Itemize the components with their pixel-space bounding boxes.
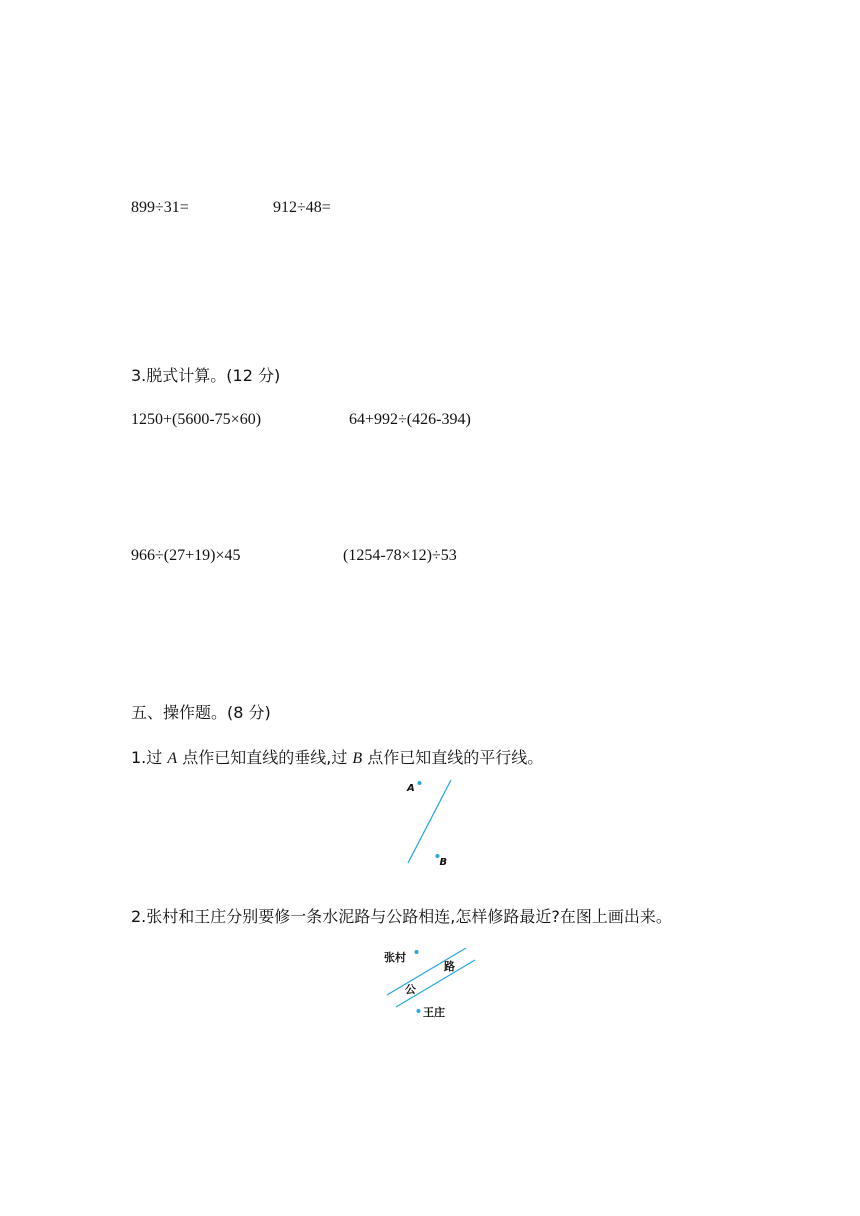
- label-wangzhuang: 王庄: [423, 1006, 445, 1019]
- operation-q2-text: 2.张村和王庄分别要修一条水泥路与公路相连,怎样修路最近?在图上画出来。: [131, 907, 672, 926]
- step-calc-title: 3.脱式计算。(12 分): [131, 366, 281, 385]
- q1-point-a-label: A: [167, 750, 178, 767]
- q1-text-part2: 点作已知直线的垂线,过: [177, 748, 353, 767]
- step-calc-item-4: (1254-78×12)÷53: [343, 547, 457, 564]
- step-calc-item-1: 1250+(5600-75×60): [131, 411, 262, 428]
- step-calc-item-2: 64+992÷(426-394): [349, 411, 471, 428]
- point-wangzhuang: [417, 1009, 421, 1013]
- figure-road-villages: [378, 940, 482, 1024]
- point-a-label: A: [407, 783, 415, 794]
- operation-section-title: 五、操作题。(8 分): [131, 703, 271, 722]
- division-exercise-1: 899÷31=: [131, 199, 189, 216]
- division-exercise-2: 912÷48=: [273, 199, 331, 216]
- point-a: [418, 781, 422, 785]
- q1-text-part3: 点作已知直线的平行线。: [362, 748, 544, 767]
- label-road-lu: 路: [444, 960, 455, 973]
- point-zhangcun: [415, 950, 419, 954]
- label-zhangcun: 张村: [384, 951, 406, 964]
- q1-text-part1: 1.过: [131, 748, 168, 767]
- label-road-gong: 公: [405, 983, 416, 996]
- operation-q1-text: [131, 748, 543, 769]
- q1-point-b-label: B: [352, 750, 363, 767]
- point-b-label: B: [439, 857, 448, 868]
- step-calc-item-3: 966÷(27+19)×45: [131, 547, 241, 564]
- figure-line-ab: [396, 772, 466, 872]
